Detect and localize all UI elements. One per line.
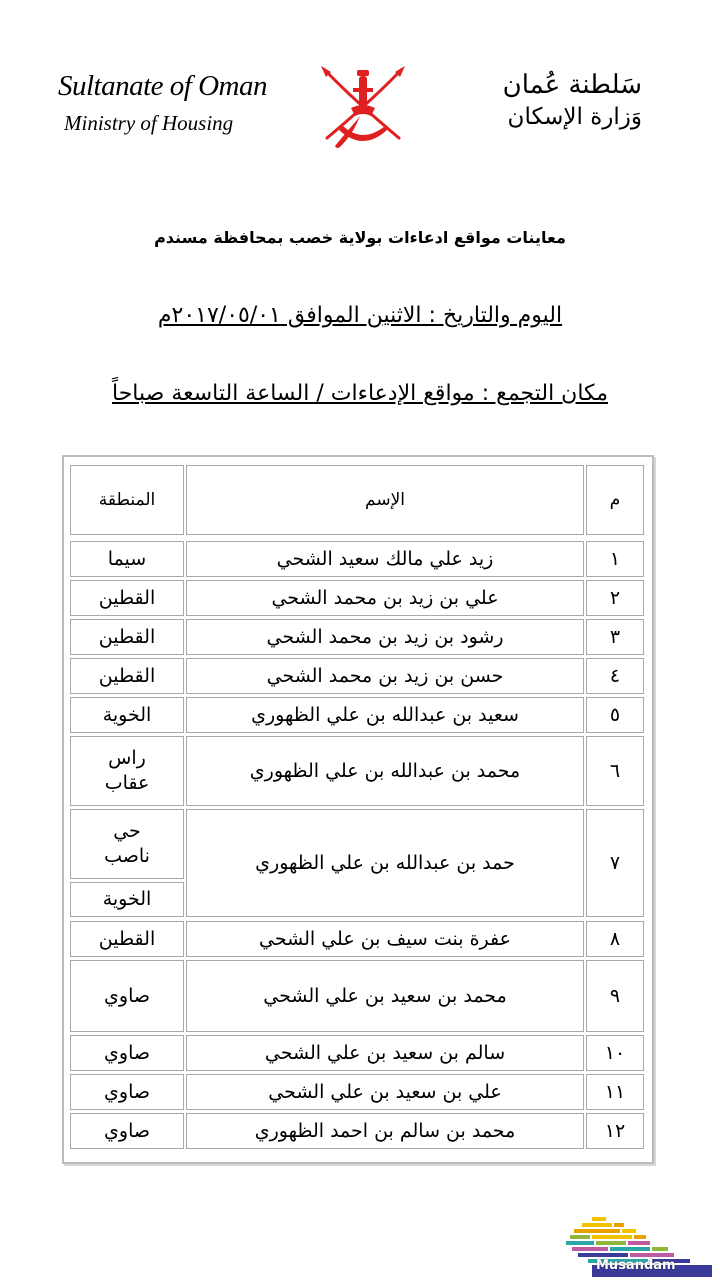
row-name: محمد بن سالم بن احمد الظهوري: [186, 1113, 584, 1149]
row-area: راس عقاب: [70, 736, 184, 806]
claims-table: [62, 455, 654, 1164]
row-number: ٦: [586, 736, 644, 806]
ministry-name-arabic: وَزارة الإسكان: [507, 104, 642, 130]
row-name: زيد علي مالك سعيد الشحي: [186, 541, 584, 577]
row-area: القطين: [70, 658, 184, 694]
row-name: محمد بن عبدالله بن علي الظهوري: [186, 736, 584, 806]
row-area: حي ناصب: [70, 809, 184, 879]
row-area: القطين: [70, 921, 184, 957]
meeting-place-line: [0, 381, 720, 406]
header-number: م: [586, 465, 644, 535]
row-area: الخوية: [70, 697, 184, 733]
ministry-name-english: Ministry of Housing: [64, 111, 234, 135]
date-line: [0, 303, 720, 328]
row-number: ٤: [586, 658, 644, 694]
date-text: اليوم والتاريخ : الاثنين الموافق ٢٠١٧/٠٥/٠١م: [157, 303, 563, 328]
letterhead-arabic: [503, 70, 642, 130]
header-area: المنطقة: [70, 465, 184, 535]
row-name: حمد بن عبدالله بن علي الظهوري: [186, 809, 584, 917]
row-number: ١٢: [586, 1113, 644, 1149]
row-area: صاوي: [70, 1035, 184, 1071]
row-number: ٣: [586, 619, 644, 655]
row-area: صاوي: [70, 1113, 184, 1149]
row-name: حسن بن زيد بن محمد الشحي: [186, 658, 584, 694]
national-emblem-icon: [313, 64, 413, 154]
row-name: سالم بن سعيد بن علي الشحي: [186, 1035, 584, 1071]
header-name: الإسم: [186, 465, 584, 535]
row-name: علي بن سعيد بن علي الشحي: [186, 1074, 584, 1110]
row-name: محمد بن سعيد بن علي الشحي: [186, 960, 584, 1032]
row-number: ١١: [586, 1074, 644, 1110]
document-subject: معاينات مواقع ادعاءات بولاية خصب بمحافظة مسندم: [154, 228, 566, 247]
row-number: ٧: [586, 809, 644, 917]
row-number: ٩: [586, 960, 644, 1032]
row-area: صاوي: [70, 960, 184, 1032]
row-area: صاوي: [70, 1074, 184, 1110]
country-name-english: Sultanate of Oman: [58, 70, 267, 102]
row-number: ٥: [586, 697, 644, 733]
row-name: عفرة بنت سيف بن علي الشحي: [186, 921, 584, 957]
row-area: القطين: [70, 619, 184, 655]
country-name-arabic: سَلطنة عُمان: [502, 70, 642, 100]
row-name: علي بن زيد بن محمد الشحي: [186, 580, 584, 616]
row-number: ٨: [586, 921, 644, 957]
row-number: ١٠: [586, 1035, 644, 1071]
row-number: ١: [586, 541, 644, 577]
row-name: رشود بن زيد بن محمد الشحي: [186, 619, 584, 655]
letterhead-english: [58, 70, 267, 136]
row-name: سعيد بن عبدالله بن علي الظهوري: [186, 697, 584, 733]
row-area: القطين: [70, 580, 184, 616]
row-area: سيما: [70, 541, 184, 577]
place-text: مكان التجمع : مواقع الإدعاءات / الساعة التاسعة صباحاً: [112, 381, 608, 406]
row-area-secondary: الخوية: [70, 882, 184, 917]
musandam-logo-text: Musandam: [596, 1258, 676, 1273]
row-number: ٢: [586, 580, 644, 616]
